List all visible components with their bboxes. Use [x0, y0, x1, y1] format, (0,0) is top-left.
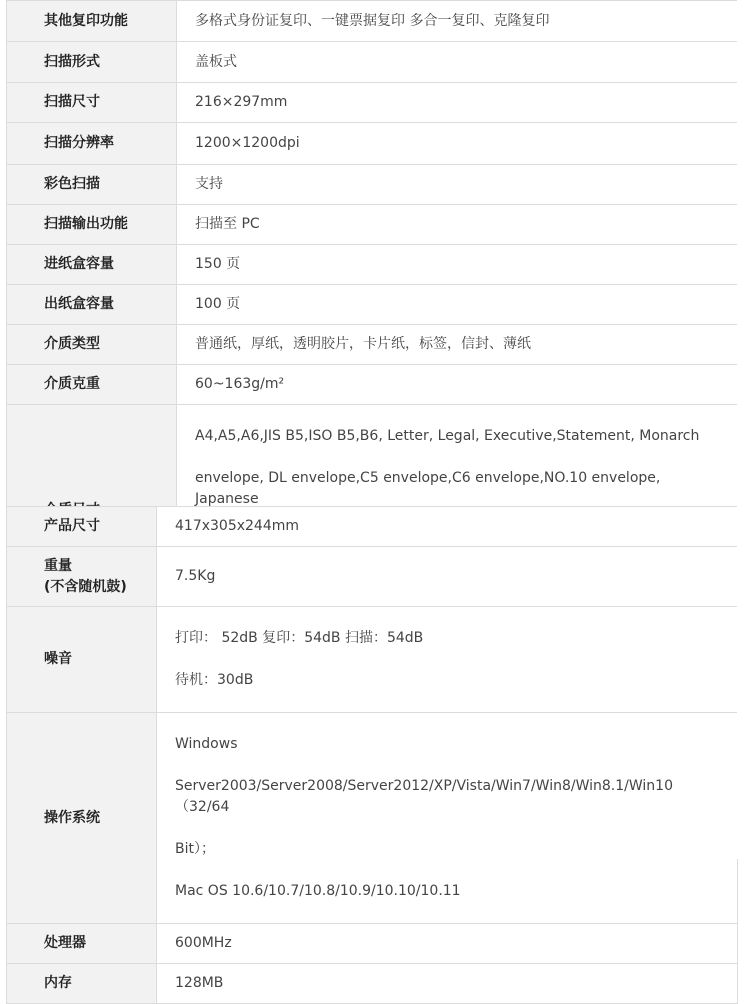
spec-label: 扫描分辨率	[7, 123, 177, 165]
spec-value-multiline	[157, 713, 738, 924]
spec-label: 处理器	[7, 924, 157, 964]
spec-label-multiline	[7, 547, 157, 607]
spec-label: 彩色扫描	[7, 165, 177, 205]
spec-value: 7.5Kg	[157, 547, 738, 607]
spec-value-line: 待机：30dB	[175, 672, 254, 688]
spec-row	[7, 964, 738, 1004]
spec-value-multiline	[157, 607, 738, 713]
spec-value: 600MHz	[157, 924, 738, 964]
spec-value: 支持	[177, 165, 738, 205]
spec-value: 417x305x244mm	[157, 507, 738, 547]
spec-value: 普通纸，厚纸，透明胶片，卡片纸，标签，信封、薄纸	[177, 325, 738, 365]
spec-value-line: 打印： 52dB 复印：54dB 扫描：54dB	[175, 630, 424, 646]
spec-label: 出纸盒容量	[7, 285, 177, 325]
spec-row	[7, 42, 738, 83]
spec-label: 噪音	[7, 607, 157, 713]
spec-label: 产品尺寸	[7, 507, 157, 547]
spec-table-bottom	[6, 506, 738, 1004]
spec-row	[7, 713, 738, 924]
spec-value: 1200×1200dpi	[177, 123, 738, 165]
spec-value-line: Mac OS 10.6/10.7/10.8/10.9/10.10/10.11	[175, 883, 461, 899]
spec-label: 介质克重	[7, 365, 177, 405]
spec-value: 128MB	[157, 964, 738, 1004]
spec-row	[7, 83, 738, 123]
spec-row	[7, 205, 738, 245]
spec-label: 内存	[7, 964, 157, 1004]
spec-value: 216×297mm	[177, 83, 738, 123]
spec-value: 60~163g/m²	[177, 365, 738, 405]
spec-value-line: Windows	[175, 736, 238, 752]
spec-label: 其他复印功能	[7, 1, 177, 42]
spec-label: 介质类型	[7, 325, 177, 365]
spec-row	[7, 165, 738, 205]
spec-row	[7, 924, 738, 964]
spec-row	[7, 123, 738, 165]
spec-value-line: envelope, DL envelope,C5 envelope,C6 envelope,NO.10 envelope, Japanese	[195, 470, 661, 507]
spec-label: 扫描输出功能	[7, 205, 177, 245]
spec-value: 100 页	[177, 285, 738, 325]
spec-row	[7, 1, 738, 42]
spec-value-line: Bit）；	[175, 841, 215, 857]
spec-value: 盖板式	[177, 42, 738, 83]
spec-label: 进纸盒容量	[7, 245, 177, 285]
spec-row	[7, 285, 738, 325]
spec-row	[7, 325, 738, 365]
spec-row	[7, 245, 738, 285]
spec-label: 扫描尺寸	[7, 83, 177, 123]
spec-value: 扫描至 PC	[177, 205, 738, 245]
spec-row	[7, 365, 738, 405]
spec-row	[7, 507, 738, 547]
spec-label-line: 重量	[44, 557, 72, 574]
spec-row	[7, 607, 738, 713]
spec-value: 150 页	[177, 245, 738, 285]
spec-label: 扫描形式	[7, 42, 177, 83]
spec-row	[7, 547, 738, 607]
spec-label: 操作系统	[7, 713, 157, 924]
spec-value-line: A4,A5,A6,JIS B5,ISO B5,B6, Letter, Legal, Executive,Statement, Monarch	[195, 428, 700, 444]
right-margin	[737, 0, 748, 859]
spec-value-line: Server2003/Server2008/Server2012/XP/Vista/Win7/Win8/Win8.1/Win10（32/64	[175, 778, 673, 815]
spec-value: 多格式身份证复印、一键票据复印 多合一复印、克隆复印	[177, 1, 738, 42]
spec-label-line: (不含随机鼓)	[44, 578, 127, 595]
